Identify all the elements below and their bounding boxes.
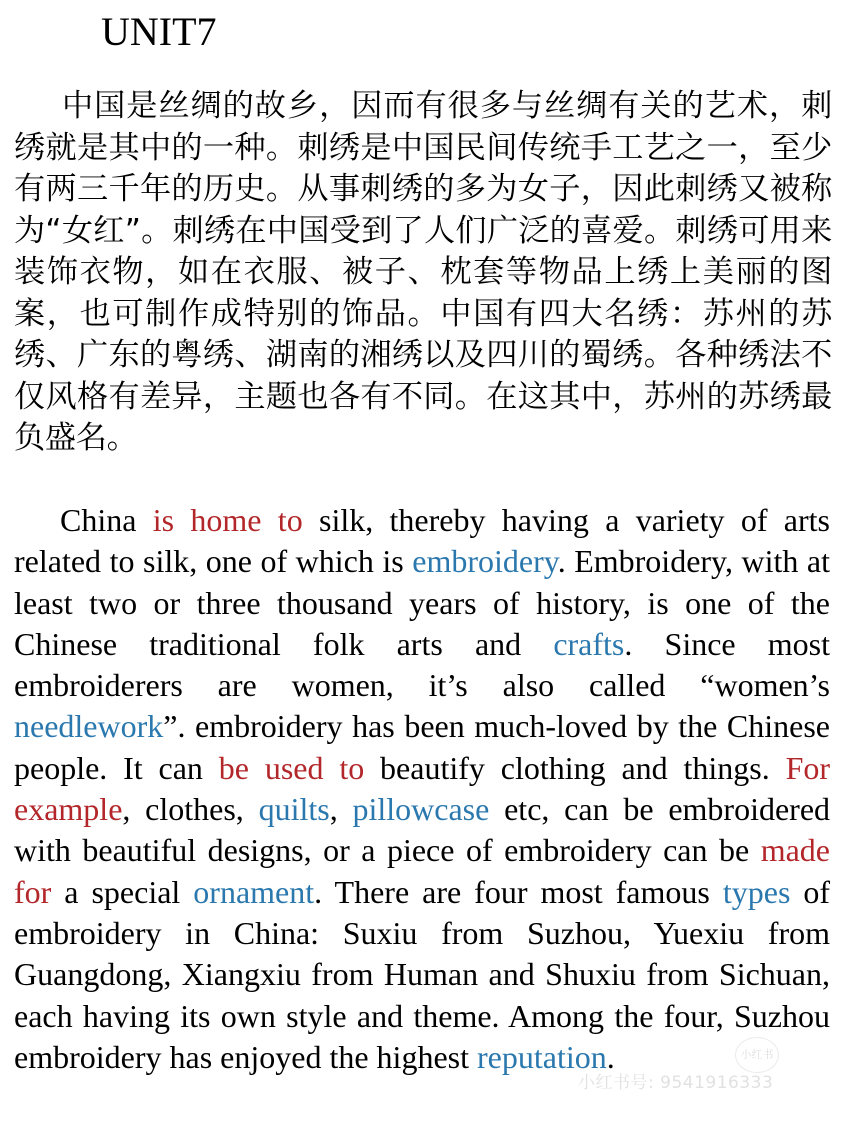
vocabulary-highlight: types xyxy=(722,873,791,910)
vocabulary-highlight: crafts xyxy=(553,625,625,662)
phrase-highlight: be used to xyxy=(218,749,365,786)
vocabulary-highlight: pillowcase xyxy=(352,791,490,828)
text-segment: of embroidery in China: Suxiu from Suzhou, Yuexiu from Guangdong, Xiangxiu from Human and Shuxiu from Sichuan, each having its own style and theme. Among the four, Suzhou embroidery has enjoyed the highest xyxy=(14,873,831,1075)
text-segment: , xyxy=(329,791,353,828)
phrase-highlight: is home to xyxy=(152,502,303,538)
text-segment: . xyxy=(606,1038,615,1075)
phrase-highlight: made for xyxy=(14,832,830,910)
watermark-id: 小红书号: 9541916333 xyxy=(578,1073,774,1093)
text-segment: , clothes, xyxy=(122,791,259,828)
text-segment: etc, can be embroidered with beautiful designs, or a piece of embroidery can be xyxy=(14,791,831,869)
text-segment: . Since most embroiderers are women, it’s also called “women’s xyxy=(14,625,831,704)
text-segment: . There are four most famous xyxy=(314,873,723,910)
text-segment: . Embroidery, with at least two or three thousand years of history, is one of the Chinese traditional folk arts and xyxy=(14,543,831,662)
vocabulary-highlight: needlework xyxy=(14,708,164,745)
vocabulary-highlight: embroidery xyxy=(412,543,558,580)
chinese-paragraph: 中国是丝绸的故乡，因而有很多与丝绸有关的艺术，刺绣就是其中的一种。刺绣是中国民间传统手工艺之一，至少有两三千年的历史。从事刺绣的多为女子，因此刺绣又被称为“女红”。刺绣在中国受到了人们广泛的喜爱。刺绣可用来装饰衣物，如在衣服、被子、枕套等物品上绣上美丽的图案，也可制作成特别的饰品。中国有四大名绣：苏州的苏绣、广东的粤绣、湖南的湘绣以及四川的蜀绣。各种绣法不仅风格有差异，主题也各有不同。在这其中，苏州的苏绣最负盛名。 xyxy=(14,88,832,456)
vocabulary-highlight: quilts xyxy=(258,791,330,828)
text-segment: ”. embroidery has been much-loved by the Chinese people. It can xyxy=(14,708,830,786)
vocabulary-highlight: reputation xyxy=(476,1038,607,1075)
english-paragraph xyxy=(14,500,830,1078)
text-segment: China xyxy=(60,502,153,538)
text-segment: silk, thereby having a variety of arts related to silk, one of which is xyxy=(14,502,831,580)
vocabulary-highlight: ornament xyxy=(193,873,315,910)
unit-title: UNIT7 xyxy=(101,9,217,54)
watermark-logo-icon: 小红书 xyxy=(735,1037,779,1073)
phrase-highlight: For example xyxy=(14,749,831,828)
text-segment: a special xyxy=(51,873,194,910)
text-segment: beautify clothing and things. xyxy=(364,749,786,786)
